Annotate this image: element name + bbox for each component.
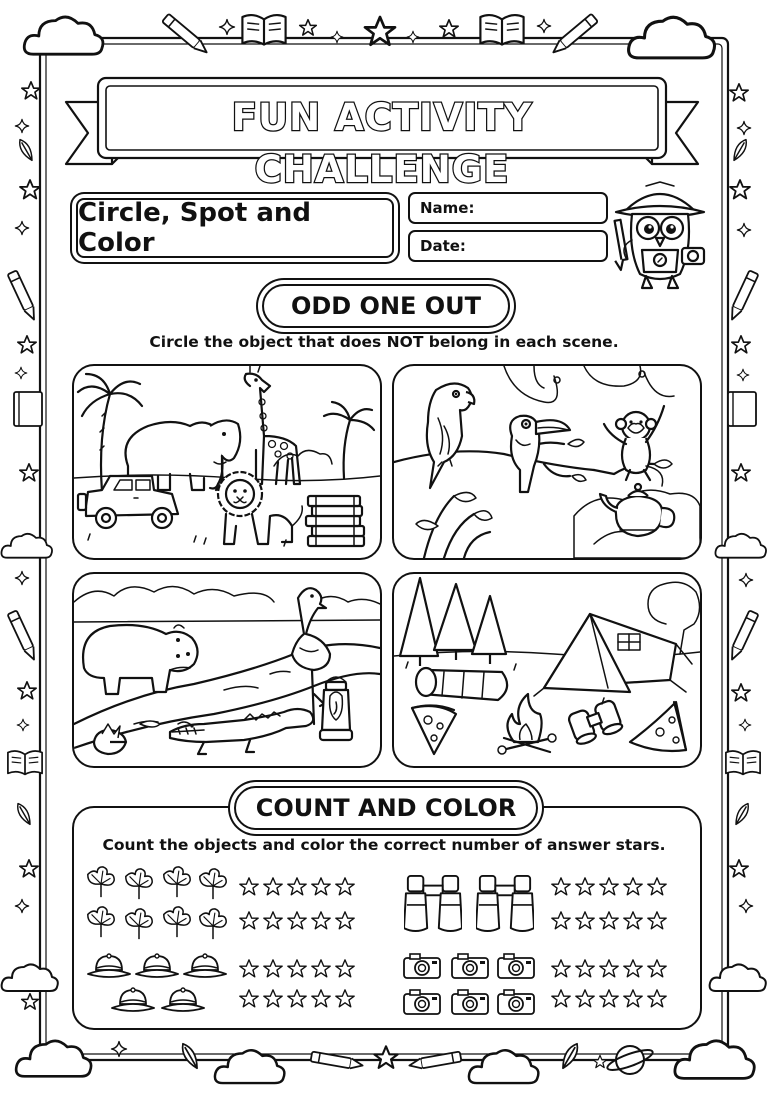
count-group-leaves <box>88 867 226 939</box>
name-label: Name: <box>420 199 475 217</box>
answer-stars-binoculars[interactable] <box>552 878 666 929</box>
odd-one-out-heading: ODD ONE OUT <box>262 284 510 328</box>
answer-stars-leaves[interactable] <box>240 878 354 929</box>
sleeping-bag-icon <box>416 668 507 700</box>
count-group-cameras <box>404 954 534 1014</box>
camera-icon <box>404 990 440 1014</box>
camera-icon <box>498 954 534 978</box>
safari-hat-icon <box>88 954 130 977</box>
safari-hat-icon <box>162 988 204 1011</box>
pine-tree-icon <box>400 578 506 666</box>
safari-hat-icon <box>184 954 226 977</box>
lantern-icon <box>320 677 352 740</box>
answer-stars-cameras[interactable] <box>552 960 666 1007</box>
date-field[interactable] <box>408 230 608 262</box>
palm-tree-icon <box>324 402 374 478</box>
camera-icon <box>404 954 440 978</box>
leaf-icon <box>126 869 152 899</box>
crocodile-icon <box>170 709 313 754</box>
scene-campsite <box>392 572 702 768</box>
scene-jungle <box>392 364 702 560</box>
count-and-color-instruction: Count the objects and color the correct number of answer stars. <box>102 836 666 854</box>
books-icon <box>306 496 364 546</box>
subtitle-box: Circle, Spot and Color <box>76 198 394 258</box>
camera-icon <box>498 990 534 1014</box>
lily-pad-icon <box>94 721 160 754</box>
pizza-icon <box>630 702 686 751</box>
scene-river <box>72 572 382 768</box>
count-and-color-heading: COUNT AND COLOR <box>234 786 538 830</box>
pizza-icon <box>412 705 456 754</box>
campfire-icon <box>498 694 556 754</box>
owl-explorer-icon <box>612 180 708 300</box>
leaf-icon <box>200 909 226 939</box>
parrot-icon <box>427 383 474 488</box>
odd-one-out-instruction: Circle the object that does NOT belong in each scene. <box>149 333 619 351</box>
camera-icon <box>452 954 488 978</box>
binoculars-icon <box>476 876 534 931</box>
name-field[interactable] <box>408 192 608 224</box>
leaf-icon <box>88 907 114 937</box>
toucan-icon <box>510 416 570 492</box>
camera-icon <box>452 990 488 1014</box>
title-banner <box>62 72 702 191</box>
safari-hat-icon <box>112 988 154 1011</box>
count-group-hats <box>88 954 226 1011</box>
hippo-icon <box>83 625 198 694</box>
lion-icon <box>218 472 302 544</box>
giraffe-icon <box>245 366 300 484</box>
count-groups <box>72 860 698 1026</box>
leaf-icon <box>164 907 190 937</box>
leaf-icon <box>164 867 190 897</box>
answer-stars-hats[interactable] <box>240 960 354 1007</box>
count-group-binoculars <box>404 876 534 931</box>
leaf-icon <box>88 867 114 897</box>
date-label: Date: <box>420 237 466 255</box>
leaf-icon <box>126 909 152 939</box>
binoculars-icon <box>567 699 623 745</box>
jeep-icon <box>78 476 178 528</box>
page-title: FUN ACTIVITY CHALLENGE <box>231 96 533 191</box>
safari-hat-icon <box>136 954 178 977</box>
binoculars-icon <box>404 876 462 931</box>
palm-tree-icon <box>78 374 142 492</box>
scene-savanna <box>72 364 382 560</box>
leaf-icon <box>200 869 226 899</box>
plant-icon <box>416 492 492 558</box>
